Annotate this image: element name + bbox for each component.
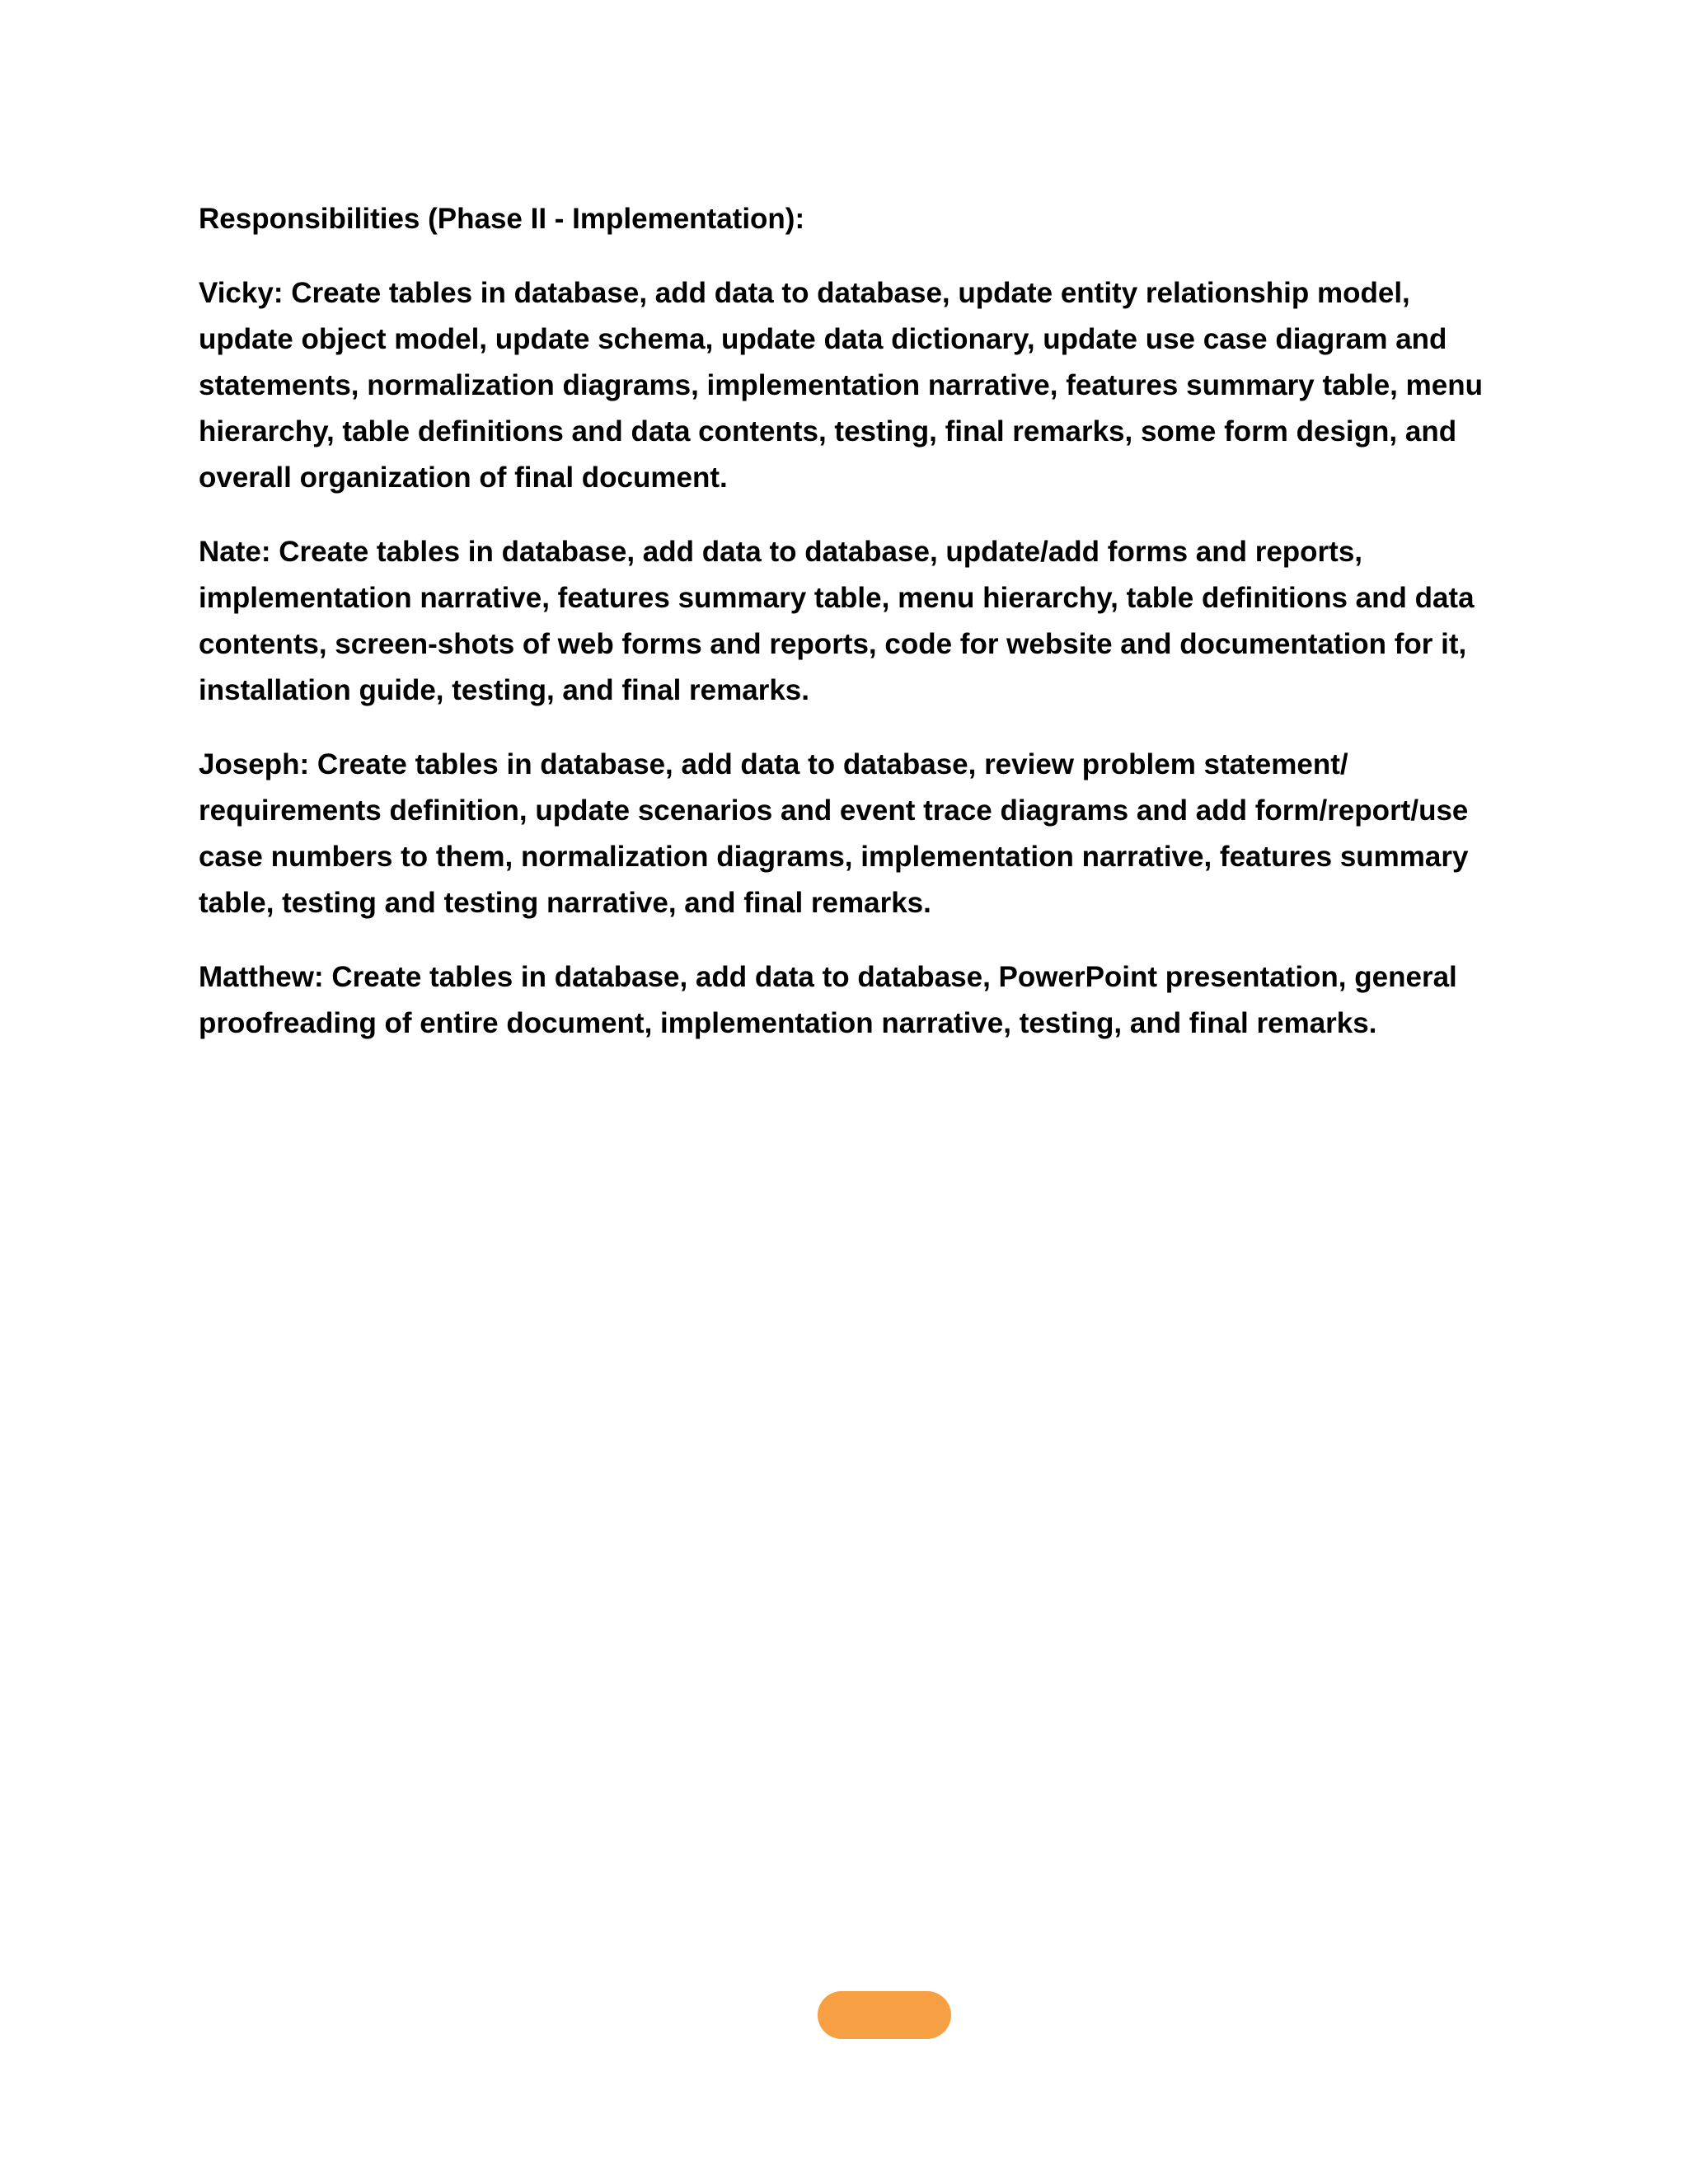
- paragraph-nate: Nate: Create tables in database, add data to database, update/add forms and reports, implementation narrative, features summary table, menu hierarchy, table definitions and data contents, screen-shots of web forms and reports, code for website and documentation for it, installation guide, testing, and final remarks.: [199, 536, 1475, 706]
- paragraph-matthew: Matthew: Create tables in database, add data to database, PowerPoint presentation, general proofreading of entire document, implementation narrative, testing, and final remarks.: [199, 961, 1457, 1039]
- paragraph-joseph: Joseph: Create tables in database, add data to database, review problem statement/ requirements definition, update scenarios and event trace diagrams and add form/report/use case numbers to them, normalization diagrams, implementation narrative, features summary table, testing and testing narrative, and final remarks.: [199, 748, 1469, 919]
- document-body: [199, 196, 1501, 1075]
- paragraph-vicky: Vicky: Create tables in database, add data to database, update entity relationship model, update object model, update schema, update data dictionary, update use case diagram and statements, normalization diagrams, implementation narrative, features summary table, menu hierarchy, table definitions and data contents, testing, final remarks, some form design, and overall organization of final document.: [199, 277, 1483, 494]
- section-heading: Responsibilities (Phase II - Implementation):: [199, 203, 805, 235]
- page-number-badge: [818, 1991, 951, 2039]
